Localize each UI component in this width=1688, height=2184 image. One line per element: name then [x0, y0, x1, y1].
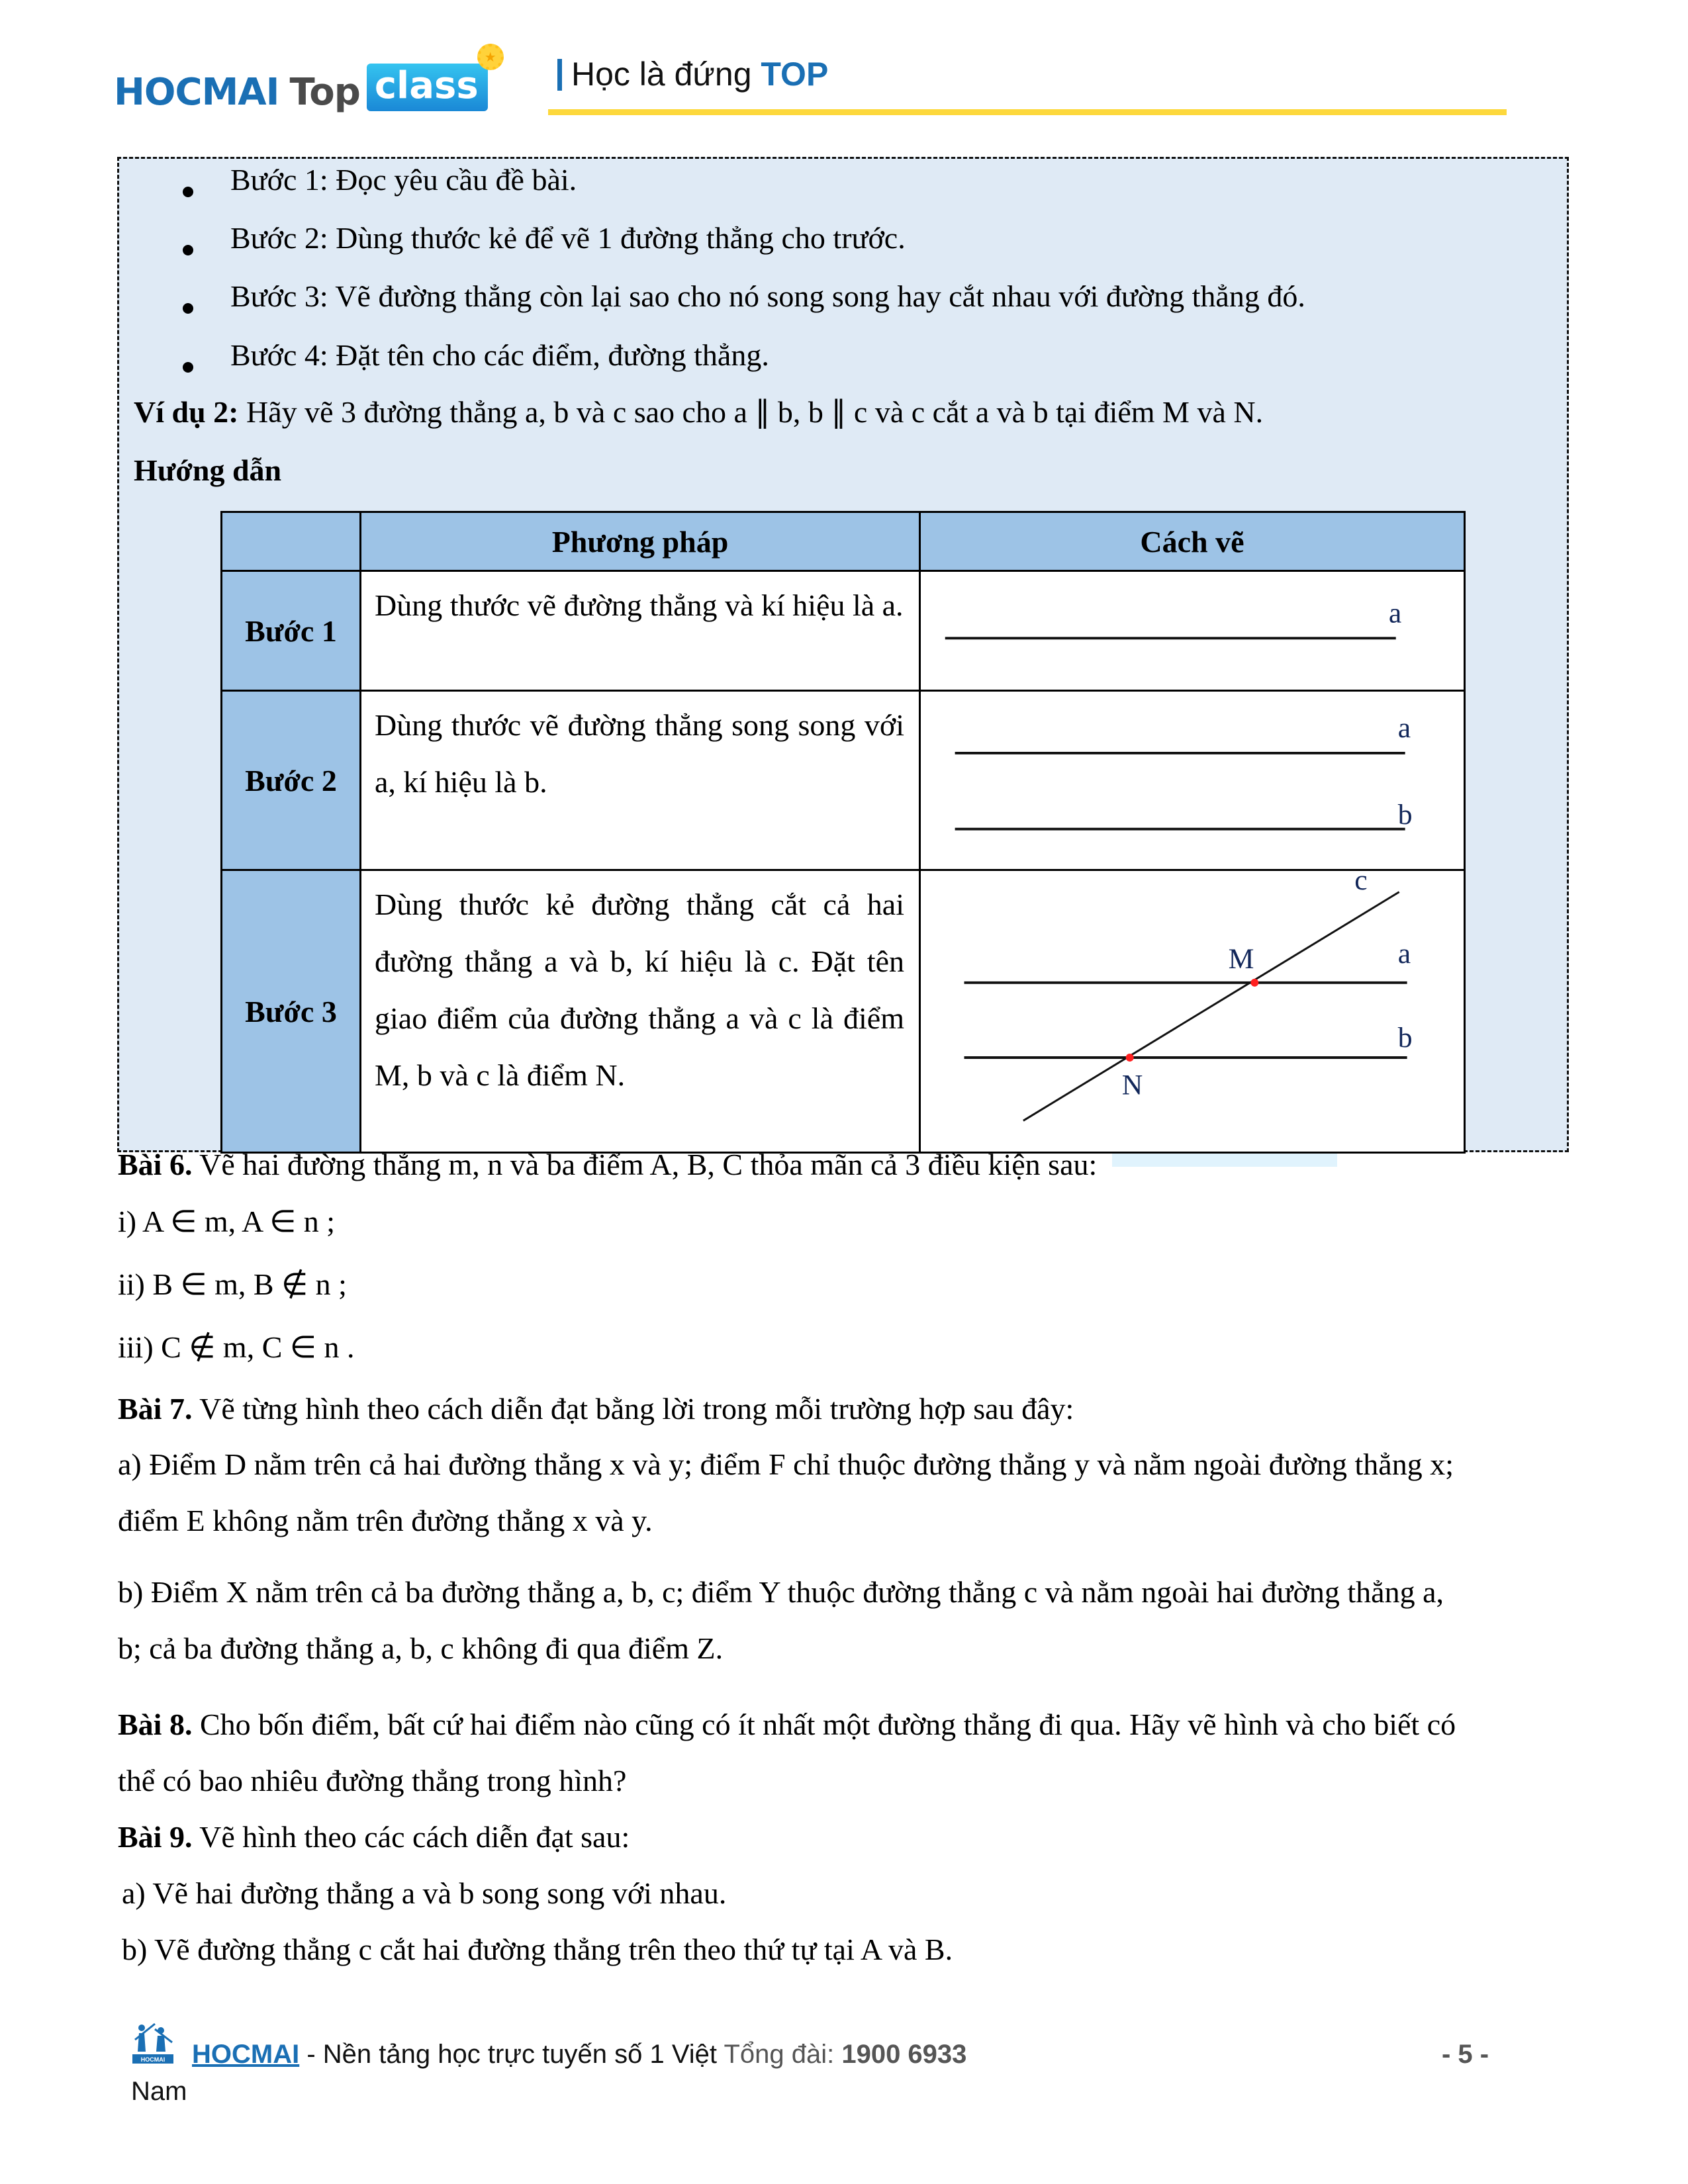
logo-hocmai-text: HOCMAI	[114, 71, 279, 114]
bai8-label: Bài 8.	[118, 1707, 193, 1741]
method-step-4: Bước 4: Đặt tên cho các điểm, đường thẳng.	[230, 338, 769, 372]
step-drawing	[920, 870, 1465, 1153]
table-row	[222, 571, 1465, 691]
bullet-icon	[183, 187, 193, 197]
hocmai-topclass-logo	[114, 49, 496, 114]
table-row	[222, 691, 1465, 870]
bai9-heading	[118, 1819, 630, 1855]
label-b: b	[1397, 1022, 1413, 1054]
table-header-row	[222, 512, 1465, 571]
bai9-label: Bài 9.	[118, 1820, 193, 1854]
method-step-1: Bước 1: Đọc yêu cầu đề bài.	[230, 163, 577, 197]
bai7-text: Vẽ từng hình theo cách diễn đạt bằng lời trong mỗi trường hợp sau đây:	[192, 1392, 1074, 1426]
steps-table	[220, 511, 1466, 1154]
logo-class-text: class	[374, 64, 479, 107]
step-method: Dùng thước kẻ đường thẳng cắt cả hai đường thẳng a và b, kí hiệu là c. Đặt tên giao điểm của đường thẳng a và c là điểm M, b và c là điểm N.	[361, 870, 920, 1153]
footer-slogan-wrap: Nam	[131, 2077, 187, 2106]
line-c	[1023, 892, 1399, 1121]
bai9-text: Vẽ hình theo các cách diễn đạt sau:	[192, 1820, 630, 1854]
bai6-text: Vẽ hai đường thẳng m, n và ba điểm A, B, C thỏa mãn cả 3 điều kiện sau:	[192, 1148, 1098, 1181]
table-header-drawing: Cách vẽ	[920, 512, 1465, 571]
example-label: Ví dụ 2:	[134, 395, 239, 429]
tagline-bar	[557, 59, 562, 91]
footer-hotline-label: Tổng đài:	[717, 2040, 842, 2069]
point-n	[1126, 1054, 1134, 1062]
method-step-2: Bước 2: Dùng thước kẻ để vẽ 1 đường thẳng cho trước.	[230, 221, 906, 255]
label-a: a	[1397, 938, 1411, 970]
tagline	[557, 54, 828, 94]
label-b: b	[1397, 798, 1413, 831]
step-drawing	[920, 571, 1465, 691]
label-c: c	[1354, 871, 1368, 896]
method-step-3: Bước 3: Vẽ đường thẳng còn lại sao cho nó song song hay cắt nhau với đường thẳng đó.	[230, 279, 1305, 313]
bai7-a-line1: a) Điểm D nằm trên cả hai đường thẳng x và y; điểm F chỉ thuộc đường thẳng y và nằm ngoài đường thẳng x;	[118, 1447, 1454, 1481]
drawing-step-3	[921, 871, 1464, 1152]
point-m	[1250, 979, 1258, 987]
bai6-label: Bài 6.	[118, 1148, 193, 1181]
footer-hotline: 1900 6933	[841, 2040, 967, 2069]
table-header-empty	[222, 512, 361, 571]
footer-icon-text: HOCMAI	[140, 2056, 165, 2063]
bai6-item-ii: ii) B ∈ m, B ∉ n ;	[118, 1267, 347, 1301]
logo-top-text: Top	[289, 71, 360, 114]
bai8-text: Cho bốn điểm, bất cứ hai điểm nào cũng có ít nhất một đường thẳng đi qua. Hãy vẽ hình và cho biết có	[192, 1707, 1456, 1741]
bullet-icon	[183, 362, 193, 373]
bai7-a-line2: điểm E không nằm trên đường thẳng x và y.	[118, 1504, 653, 1537]
page-number: - 5 -	[1442, 2040, 1489, 2069]
footer-slogan: - Nền tảng học trực tuyến số 1 Việt	[299, 2040, 718, 2069]
highlight-artifact	[1112, 1154, 1337, 1167]
bai9-b: b) Vẽ đường thẳng c cắt hai đường thẳng trên theo thứ tự tại A và B.	[122, 1933, 953, 1966]
step-method: Dùng thước vẽ đường thẳng song song với a, kí hiệu là b.	[361, 691, 920, 870]
drawing-step-2	[921, 692, 1464, 869]
step-method: Dùng thước vẽ đường thẳng và kí hiệu là a.	[361, 571, 920, 691]
bai7-b-line1: b) Điểm X nằm trên cả ba đường thẳng a, b, c; điểm Y thuộc đường thẳng c và nằm ngoài hai đường thẳng a,	[118, 1575, 1444, 1609]
example-text: Hãy vẽ 3 đường thẳng a, b và c sao cho a ∥ b, b ∥ c và c cắt a và b tại điểm M và N.	[238, 395, 1264, 429]
bai8-line1	[118, 1706, 1456, 1743]
drawing-step-1	[921, 572, 1464, 690]
footer-line	[192, 2040, 966, 2070]
bai6-item-i: i) A ∈ m, A ∈ n ;	[118, 1205, 336, 1238]
step-label: Bước 2	[222, 691, 361, 870]
guide-heading: Hướng dẫn	[134, 453, 282, 487]
header-rule	[548, 109, 1507, 115]
label-n: N	[1121, 1069, 1143, 1101]
table-row	[222, 870, 1465, 1153]
bai7-heading	[118, 1390, 1074, 1427]
table-header-method: Phương pháp	[361, 512, 920, 571]
star-medal-icon: ★	[477, 44, 504, 70]
label-m: M	[1228, 942, 1254, 975]
bullet-icon	[183, 303, 193, 314]
bai7-b-line2: b; cả ba đường thẳng a, b, c không đi qua điểm Z.	[118, 1631, 724, 1665]
hocmai-logo-icon	[132, 2023, 173, 2065]
bai9-a: a) Vẽ hai đường thẳng a và b song song với nhau.	[122, 1876, 727, 1910]
tagline-prefix: Học là đứng	[571, 56, 752, 93]
tagline-highlight: TOP	[761, 56, 829, 93]
step-drawing	[920, 691, 1465, 870]
label-a: a	[1397, 712, 1411, 745]
step-label: Bước 1	[222, 571, 361, 691]
bullet-icon	[183, 245, 193, 255]
bai7-label: Bài 7.	[118, 1392, 193, 1426]
logo-class-badge	[367, 49, 496, 111]
bai8-line2: thể có bao nhiêu đường thẳng trong hình?	[118, 1764, 627, 1797]
example-2	[134, 394, 1263, 430]
bai6-heading	[118, 1146, 1097, 1183]
footer-brand-link[interactable]: HOCMAI	[192, 2040, 300, 2069]
step-label: Bước 3	[222, 870, 361, 1153]
bai6-item-iii: iii) C ∉ m, C ∈ n .	[118, 1330, 355, 1364]
label-a: a	[1388, 597, 1402, 629]
